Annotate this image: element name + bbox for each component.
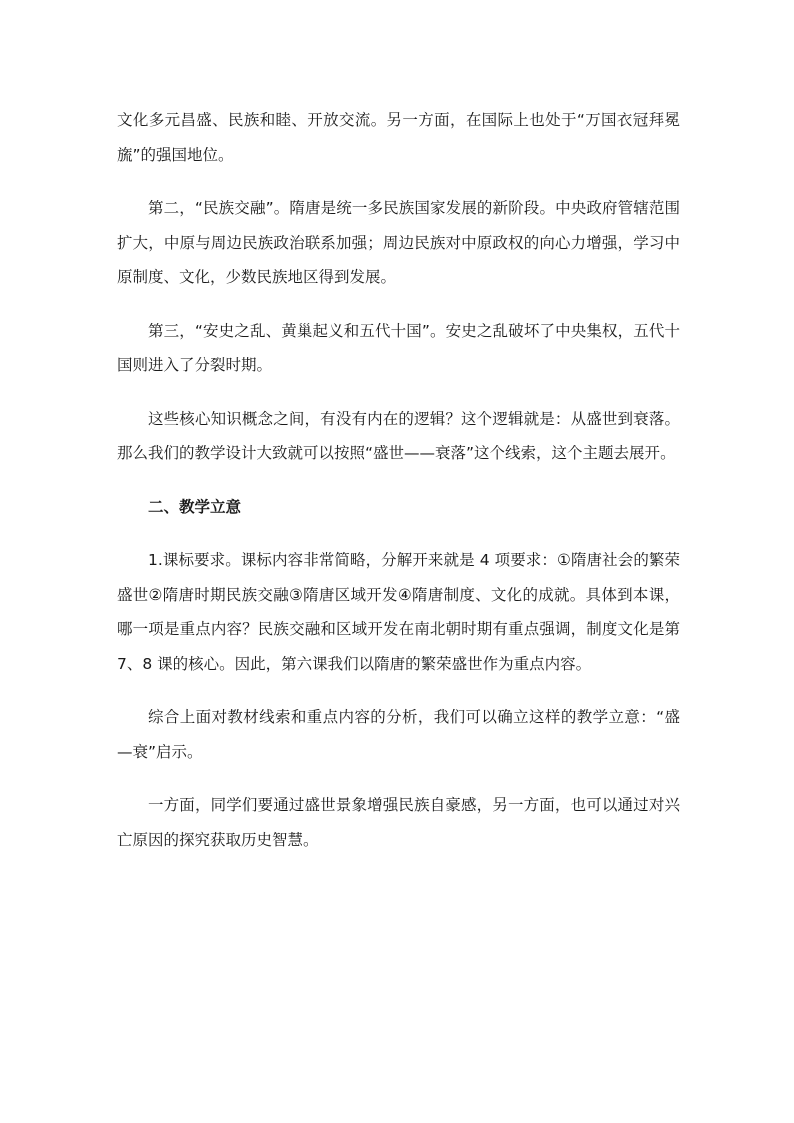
paragraph-teaching-theme: 综合上面对教材线索和重点内容的分析，我们可以确立这样的教学立意：“盛—衰”启示。 (117, 708, 680, 761)
paragraph-ethnic-integration: 第二，“民族交融”。隋唐是统一多民族国家发展的新阶段。中央政府管辖范围扩大，中原与周边民族政治联系加强；周边民族对中原政权的向心力增强，学习中原制度、文化，少数民族地区得到发展。 (117, 199, 680, 286)
document-body (117, 103, 680, 876)
paragraph-anshi-rebellion: 第三，“安史之乱、黄巢起义和五代十国”。安史之乱破坏了中央集权，五代十国则进入了分裂时期。 (117, 321, 680, 374)
section-heading: 二、教学立意 (148, 497, 242, 516)
paragraph-curriculum: 1.课标要求。课标内容非常简略，分解开来就是 4 项要求：①隋唐社会的繁荣盛世②隋唐时期民族交融③隋唐区域开发④隋唐制度、文化的成就。具体到本课，哪一项是重点内容？民族交融和区域开发在南北朝时期有重点强调，制度文化是第 7、8 课的核心。因此，第六课我们以隋唐的繁荣盛世作为重点内容。 (117, 551, 680, 673)
paragraph-culture: 文化多元昌盛、民族和睦、开放交流。另一方面，在国际上也处于“万国衣冠拜冕旒”的强国地位。 (117, 111, 680, 164)
paragraph-goals: 一方面，同学们要通过盛世景象增强民族自豪感，另一方面，也可以通过对兴亡原因的探究获取历史智慧。 (117, 796, 680, 849)
paragraph-logic: 这些核心知识概念之间，有没有内在的逻辑？这个逻辑就是：从盛世到衰落。那么我们的教学设计大致就可以按照“盛世——衰落”这个线索，这个主题去展开。 (117, 409, 680, 462)
